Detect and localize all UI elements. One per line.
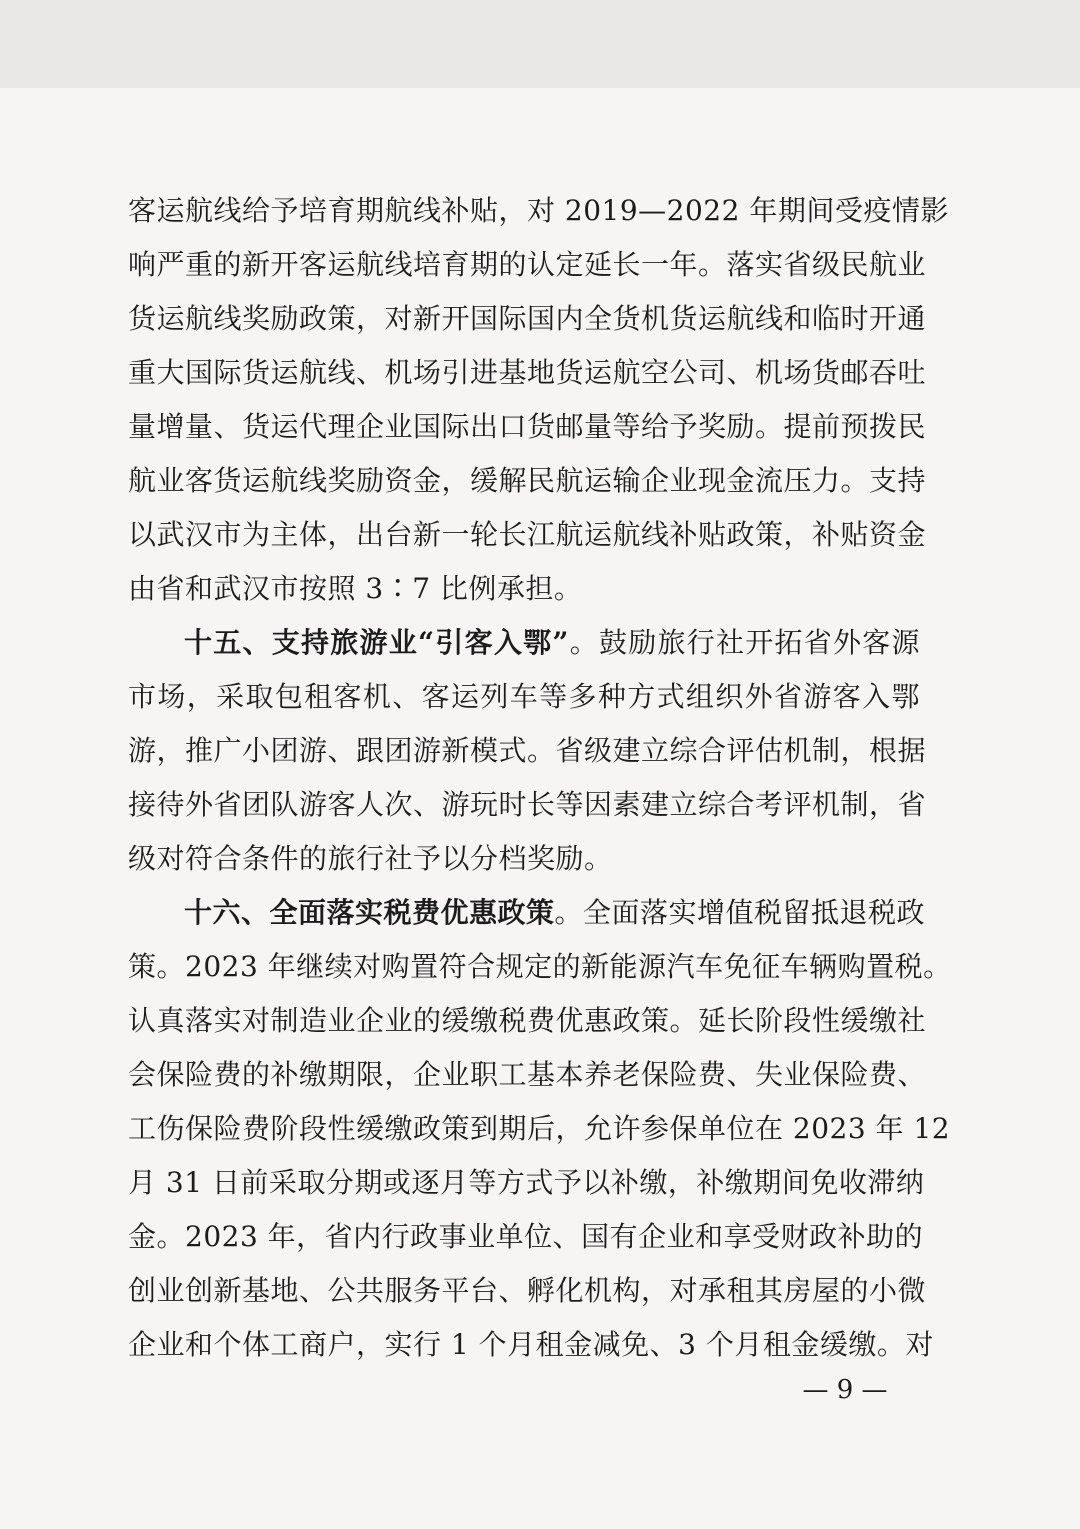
section-16-first-line: 。全面落实增值税留抵退税政 bbox=[554, 896, 926, 929]
paragraph-section-15 bbox=[128, 616, 927, 886]
paragraph-section-16 bbox=[128, 886, 952, 1372]
section-heading-16: 十六、全面落实税费优惠政策 bbox=[184, 896, 555, 929]
text-line: 游，推广小团游、跟团游新模式。省级建立综合评估机制，根据 bbox=[128, 734, 927, 767]
text-line: 会保险费的补缴期限，企业职工基本养老保险费、失业保险费、 bbox=[128, 1058, 927, 1091]
text-line: 接待外省团队游客人次、游玩时长等因素建立综合考评机制，省 bbox=[128, 788, 927, 821]
text-line bbox=[128, 886, 926, 940]
text-line: 金。2023 年，省内行政事业单位、国有企业和享受财政补助的 bbox=[128, 1220, 924, 1253]
text-line: 企业和个体工商户，实行 1 个月租金减免、3 个月租金缓缴。对 bbox=[128, 1328, 934, 1361]
text-line: 认真落实对制造业企业的缓缴税费优惠政策。延长阶段性缓缴社 bbox=[128, 1004, 927, 1037]
text-line: 策。2023 年继续对购置符合规定的新能源汽车免征车辆购置税。 bbox=[128, 950, 952, 983]
text-line: 响严重的新开客运航线培育期的认定延长一年。落实省级民航业 bbox=[128, 248, 927, 281]
text-line: 级对符合条件的旅行社予以分档奖励。 bbox=[128, 842, 613, 875]
paragraph-aviation-subsidy bbox=[128, 184, 949, 616]
text-line: 量增量、货运代理企业国际出口货邮量等给予奖励。提前预拨民 bbox=[128, 410, 927, 443]
text-line bbox=[128, 616, 920, 670]
text-line: 货运航线奖励政策，对新开国际国内全货机货运航线和临时开通 bbox=[128, 302, 927, 335]
text-line: 由省和武汉市按照 3∶7 比例承担。 bbox=[128, 572, 583, 605]
text-line: 航业客货运航线奖励资金，缓解民航运输企业现金流压力。支持 bbox=[128, 464, 927, 497]
text-line: 以武汉市为主体，出台新一轮长江航运航线补贴政策，补贴资金 bbox=[128, 518, 927, 551]
text-line: 市场，采取包租客机、客运列车等多种方式组织外省游客入鄂 bbox=[128, 680, 920, 713]
scan-top-band bbox=[0, 0, 1080, 88]
text-line: 客运航线给予培育期航线补贴，对 2019—2022 年期间受疫情影 bbox=[128, 194, 949, 227]
page-number: — 9 — bbox=[802, 1375, 888, 1405]
text-line: 重大国际货运航线、机场引进基地货运航空公司、机场货邮吞吐 bbox=[128, 356, 927, 389]
text-line: 月 31 日前采取分期或逐月等方式予以补缴，补缴期间免收滞纳 bbox=[128, 1166, 925, 1199]
section-15-first-line: 。鼓励旅行社开拓省外客源 bbox=[568, 626, 920, 659]
text-line: 工伤保险费阶段性缓缴政策到期后，允许参保单位在 2023 年 12 bbox=[128, 1112, 951, 1145]
section-heading-15: 十五、支持旅游业“引客入鄂” bbox=[184, 626, 569, 659]
text-line: 创业创新基地、公共服务平台、孵化机构，对承租其房屋的小微 bbox=[128, 1274, 927, 1307]
document-body bbox=[128, 184, 952, 1372]
